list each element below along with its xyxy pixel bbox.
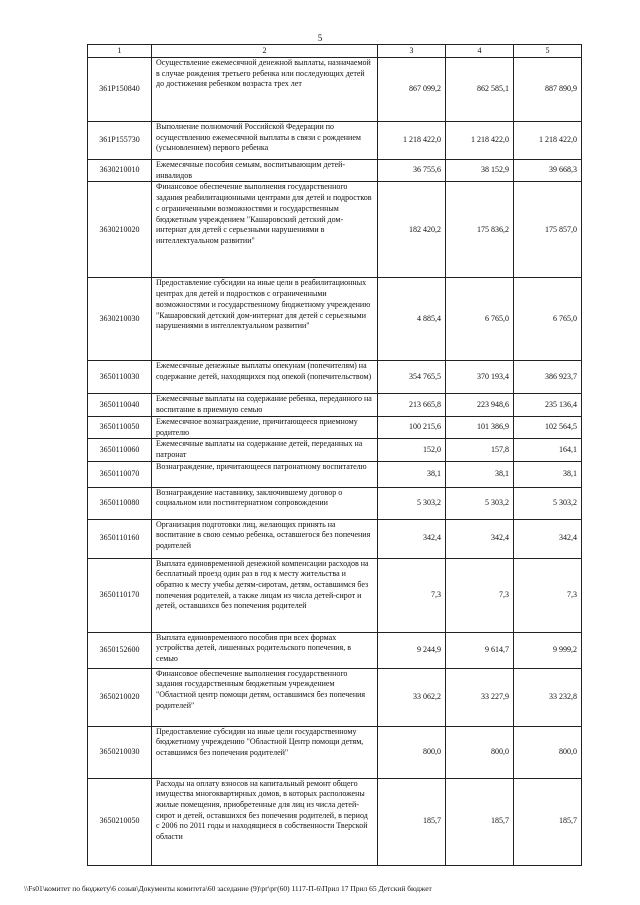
expense-description: Выплата единовременной денежной компенсации расходов на бесплатный проезд один раз в год к месту жительства и обратно к месту учебы детям-сиротам, детям, оставшимся без попечения родителей, а также лицам из числа детей-сирот и детей, оставшихся без попечения родителей <box>152 558 378 632</box>
expense-description: Финансовое обеспечение выполнения государственного задания государственным бюджетным учреждением "Областной центр помощи детям, оставшимся без попечения родителей" <box>152 668 378 726</box>
amount-col-5: 38,1 <box>514 461 582 487</box>
amount-col-4: 9 614,7 <box>446 632 514 668</box>
expense-description: Организация подготовки лиц, желающих принять на воспитание в свою семью ребенка, оставшегося без попечения родителей <box>152 519 378 558</box>
expense-description: Ежемесячные выплаты на содержание ребенка, переданного на воспитание в приемную семью <box>152 394 378 416</box>
amount-col-5: 9 999,2 <box>514 632 582 668</box>
amount-col-4: 223 948,6 <box>446 394 514 416</box>
table-row <box>88 778 582 865</box>
classification-code: 3630210010 <box>88 160 152 182</box>
amount-col-3: 800,0 <box>378 726 446 778</box>
amount-col-3: 38,1 <box>378 461 446 487</box>
classification-code: 3630210030 <box>88 278 152 361</box>
expense-description: Предоставление субсидии на иные цели государственному бюджетному учреждению "Областной Центр помощи детям, оставшимся без попечения родителей" <box>152 726 378 778</box>
column-header-1: 1 <box>88 45 152 58</box>
classification-code: 3650152600 <box>88 632 152 668</box>
classification-code: 361P155730 <box>88 122 152 160</box>
expense-description: Ежемесячные денежные выплаты опекунам (попечителям) на содержание детей, находящихся под опекой (попечительством) <box>152 361 378 394</box>
amount-col-4: 101 386,9 <box>446 416 514 438</box>
expense-description: Вознаграждение, причитающееся патронатному воспитателю <box>152 461 378 487</box>
classification-code: 3650110070 <box>88 461 152 487</box>
table-row <box>88 439 582 461</box>
column-header-2: 2 <box>152 45 378 58</box>
amount-col-3: 5 303,2 <box>378 487 446 519</box>
amount-col-5: 386 923,7 <box>514 361 582 394</box>
amount-col-5: 175 857,0 <box>514 182 582 278</box>
expense-description: Выплата единовременного пособия при всех формах устройства детей, лишенных родительского попечения, в семью <box>152 632 378 668</box>
amount-col-5: 800,0 <box>514 726 582 778</box>
classification-code: 361P150840 <box>88 58 152 122</box>
amount-col-4: 862 585,1 <box>446 58 514 122</box>
table-row <box>88 182 582 278</box>
classification-code: 3650210030 <box>88 726 152 778</box>
amount-col-4: 5 303,2 <box>446 487 514 519</box>
amount-col-4: 185,7 <box>446 778 514 865</box>
table-row <box>88 558 582 632</box>
classification-code: 3650110060 <box>88 439 152 461</box>
amount-col-3: 152,0 <box>378 439 446 461</box>
amount-col-3: 342,4 <box>378 519 446 558</box>
expense-description: Осуществление ежемесячной денежной выплаты, назначаемой в случае рождения третьего ребенка или последующих детей до достижения ребенком возраста трех лет <box>152 58 378 122</box>
amount-col-5: 6 765,0 <box>514 278 582 361</box>
amount-col-3: 185,7 <box>378 778 446 865</box>
amount-col-5: 164,1 <box>514 439 582 461</box>
column-header-3: 3 <box>378 45 446 58</box>
expense-description: Финансовое обеспечение выполнения государственного задания реабилитационными центрами для детей и подростков с ограниченными возможностями и государственным бюджетным учреждением "Кашаровский детский дом-интернат для детей с серьезными нарушениями в интеллектуальном развитии" <box>152 182 378 278</box>
table-row <box>88 726 582 778</box>
amount-col-3: 100 215,6 <box>378 416 446 438</box>
column-header-5: 5 <box>514 45 582 58</box>
amount-col-3: 182 420,2 <box>378 182 446 278</box>
classification-code: 3650110040 <box>88 394 152 416</box>
expense-description: Расходы на оплату взносов на капитальный ремонт общего имущества многоквартирных домов, в которых расположены жилые помещения, приобретенные для лиц из числа детей-сирот и детей, оставшихся без попечения родителей, в период с 2006 по 2011 годы и находящиеся в собственности Тверской области <box>152 778 378 865</box>
table-row <box>88 519 582 558</box>
table-row <box>88 416 582 438</box>
amount-col-3: 36 755,6 <box>378 160 446 182</box>
amount-col-4: 38 152,9 <box>446 160 514 182</box>
expense-description: Вознаграждение наставнику, заключившему договор о социальном или постинтернатном сопровождении <box>152 487 378 519</box>
amount-col-4: 175 836,2 <box>446 182 514 278</box>
amount-col-5: 7,3 <box>514 558 582 632</box>
classification-code: 3630210020 <box>88 182 152 278</box>
classification-code: 3650210020 <box>88 668 152 726</box>
classification-code: 3650210050 <box>88 778 152 865</box>
amount-col-4: 38,1 <box>446 461 514 487</box>
classification-code: 3650110050 <box>88 416 152 438</box>
amount-col-4: 6 765,0 <box>446 278 514 361</box>
table-row <box>88 668 582 726</box>
file-path-footer: \\Fs01\комитет по бюджету\6 созыв\Документы комитета\60 заседание (9)\рг\рг(60) 1117-П-6\Прил 17 Прил 65 Детский бюджет <box>24 884 432 893</box>
amount-col-4: 800,0 <box>446 726 514 778</box>
amount-col-4: 7,3 <box>446 558 514 632</box>
table-row <box>88 394 582 416</box>
amount-col-4: 1 218 422,0 <box>446 122 514 160</box>
amount-col-4: 342,4 <box>446 519 514 558</box>
classification-code: 3650110030 <box>88 361 152 394</box>
table-row <box>88 361 582 394</box>
amount-col-3: 33 062,2 <box>378 668 446 726</box>
amount-col-3: 9 244,9 <box>378 632 446 668</box>
expense-description: Ежемесячные выплаты на содержание детей, переданных на патронат <box>152 439 378 461</box>
classification-code: 3650110170 <box>88 558 152 632</box>
amount-col-5: 342,4 <box>514 519 582 558</box>
expense-description: Ежемесячные пособия семьям, воспитывающим детей-инвалидов <box>152 160 378 182</box>
table-row <box>88 487 582 519</box>
classification-code: 3650110080 <box>88 487 152 519</box>
amount-col-5: 235 136,4 <box>514 394 582 416</box>
amount-col-5: 887 890,9 <box>514 58 582 122</box>
expense-description: Выполнение полномочий Российской Федерации по осуществлению ежемесячной выплаты в связи с рождением (усыновлением) первого ребенка <box>152 122 378 160</box>
amount-col-3: 867 099,2 <box>378 58 446 122</box>
table-row <box>88 160 582 182</box>
classification-code: 3650110160 <box>88 519 152 558</box>
amount-col-5: 102 564,5 <box>514 416 582 438</box>
amount-col-4: 370 193,4 <box>446 361 514 394</box>
amount-col-5: 39 668,3 <box>514 160 582 182</box>
budget-table <box>87 44 582 866</box>
amount-col-4: 157,8 <box>446 439 514 461</box>
table-row <box>88 461 582 487</box>
table-row <box>88 122 582 160</box>
amount-col-3: 7,3 <box>378 558 446 632</box>
amount-col-5: 185,7 <box>514 778 582 865</box>
amount-col-3: 1 218 422,0 <box>378 122 446 160</box>
amount-col-4: 33 227,9 <box>446 668 514 726</box>
table-header-row <box>88 45 582 58</box>
amount-col-3: 213 665,8 <box>378 394 446 416</box>
amount-col-3: 354 765,5 <box>378 361 446 394</box>
expense-description: Ежемесячное вознаграждение, причитающееся приемному родителю <box>152 416 378 438</box>
table-row <box>88 632 582 668</box>
page-number: 5 <box>317 33 323 43</box>
table-row <box>88 278 582 361</box>
amount-col-5: 5 303,2 <box>514 487 582 519</box>
column-header-4: 4 <box>446 45 514 58</box>
expense-description: Предоставление субсидии на иные цели в реабилитационных центрах для детей и подростков с ограниченными возможностями и государственному бюджетному учреждению "Кашаровский детский дом-интернат для детей с серьезными нарушениями в интеллектуальном развитии" <box>152 278 378 361</box>
amount-col-3: 4 885,4 <box>378 278 446 361</box>
amount-col-5: 1 218 422,0 <box>514 122 582 160</box>
amount-col-5: 33 232,8 <box>514 668 582 726</box>
table-row <box>88 58 582 122</box>
